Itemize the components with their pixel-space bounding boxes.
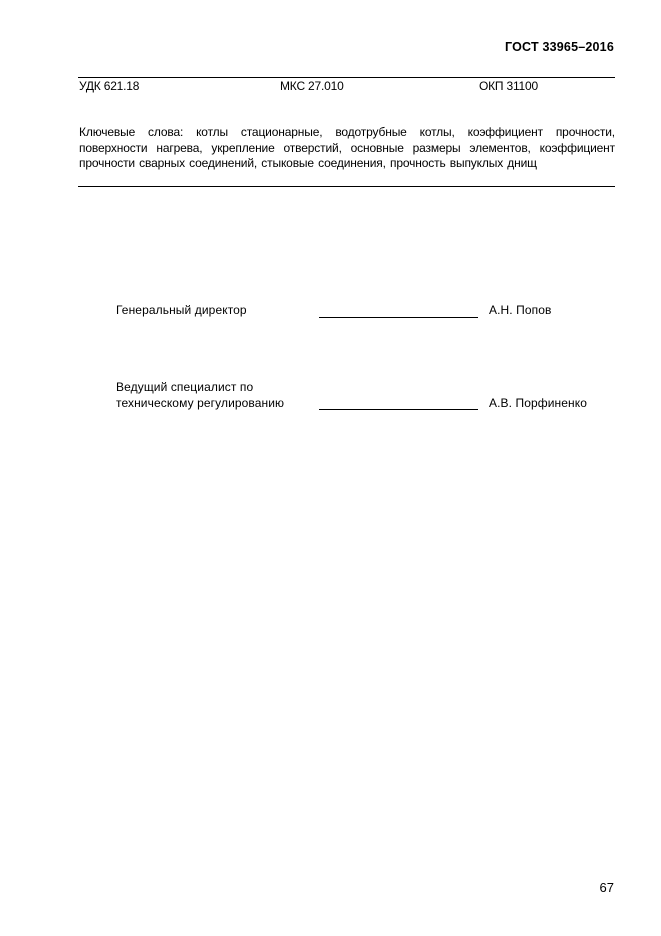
page-number: 67 bbox=[599, 880, 614, 895]
udk-code: УДК 621.18 bbox=[79, 79, 140, 93]
bottom-divider bbox=[78, 186, 615, 187]
mks-code: МКС 27.010 bbox=[280, 79, 344, 93]
top-divider bbox=[78, 77, 615, 78]
okp-code: ОКП 31100 bbox=[479, 79, 538, 93]
signature-position-specialist-line1: Ведущий специалист по bbox=[116, 380, 254, 394]
signature-line-specialist bbox=[319, 409, 478, 410]
signature-name-specialist: А.В. Порфиненко bbox=[489, 396, 588, 410]
signature-position-director: Генеральный директор bbox=[116, 303, 247, 317]
standard-code: ГОСТ 33965–2016 bbox=[505, 40, 614, 54]
keywords-paragraph: Ключевые слова: котлы стационарные, водотрубные котлы, коэффициент прочности, поверхности нагрева, укрепление отверстий, основные размеры элементов, коэффициент прочности сварных соединений, стыковые соединения, прочность выпуклых днищ bbox=[79, 125, 615, 170]
signature-name-director: А.Н. Попов bbox=[489, 303, 552, 317]
signature-position-specialist-line2: техническому регулированию bbox=[116, 396, 285, 410]
signature-line-director bbox=[319, 317, 478, 318]
